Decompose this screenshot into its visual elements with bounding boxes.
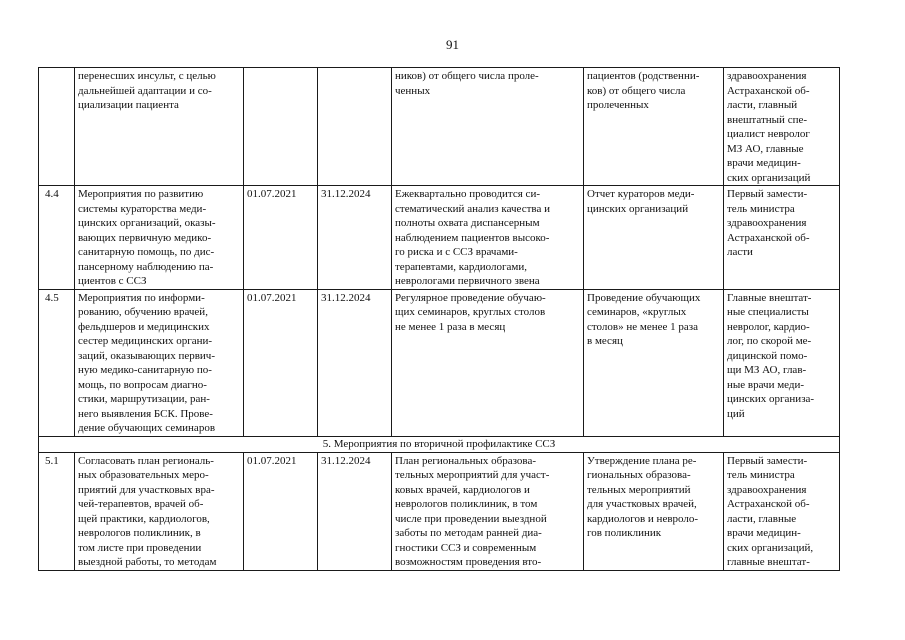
start-date-cell: 01.07.2021 bbox=[244, 186, 318, 290]
responsible-cell: Первый замести- тель министра здравоохранения Астраханской об- ласти, главные врачи медицин- ских организаций, главные внештат- bbox=[724, 452, 840, 570]
indicator-cell: Регулярное проведение обучаю- щих семинаров, круглых столов не менее 1 раза в месяц bbox=[392, 289, 584, 436]
event-cell: Мероприятия по информи- рованию, обучению врачей, фельдшеров и медицинских сестер медицинских органи- заций, оказывающих первич- ную медико-санитарную по- мощь, по вопросам диагно- стики, маршрутизации, ран- него выявления БСК. Прове- дение обучающих семинаров bbox=[75, 289, 244, 436]
end-date-cell: 31.12.2024 bbox=[318, 289, 392, 436]
table-row bbox=[39, 68, 840, 186]
result-cell: Проведение обучающих семинаров, «круглых столов» не менее 1 раза в месяц bbox=[584, 289, 724, 436]
result-cell: пациентов (родственни- ков) от общего числа пролеченных bbox=[584, 68, 724, 186]
page-number: 91 bbox=[446, 37, 459, 52]
row-number: 4.5 bbox=[39, 289, 75, 436]
row-number: 5.1 bbox=[39, 452, 75, 570]
activities-table bbox=[38, 67, 840, 571]
indicator-cell: План региональных образова- тельных мероприятий для участ- ковых врачей, кардиологов и неврологов поликлиник, в том числе при проведении выездной заботы по методам ранней диа- гностики ССЗ и современным возможностям проведения вто- bbox=[392, 452, 584, 570]
section-title: 5. Мероприятия по вторичной профилактике ССЗ bbox=[39, 436, 840, 452]
indicator-cell: ников) от общего числа проле- ченных bbox=[392, 68, 584, 186]
responsible-cell: Главные внештат- ные специалисты невролог, кардио- лог, по скорой ме- дицинской помо- щи МЗ АО, глав- ные врачи меди- цинских организа- ций bbox=[724, 289, 840, 436]
row-number bbox=[39, 68, 75, 186]
start-date-cell bbox=[244, 68, 318, 186]
row-number: 4.4 bbox=[39, 186, 75, 290]
indicator-cell: Ежеквартально проводится си- стематический анализ качества и полноты охвата диспансерным наблюдением пациентов высоко- го риска и с ССЗ врачами- терапевтами, кардиологами, неврологами первичного звена bbox=[392, 186, 584, 290]
start-date-cell: 01.07.2021 bbox=[244, 452, 318, 570]
result-cell: Отчет кураторов меди- цинских организаций bbox=[584, 186, 724, 290]
end-date-cell bbox=[318, 68, 392, 186]
table-row bbox=[39, 452, 840, 570]
end-date-cell: 31.12.2024 bbox=[318, 452, 392, 570]
table-row bbox=[39, 289, 840, 436]
end-date-cell: 31.12.2024 bbox=[318, 186, 392, 290]
table-row bbox=[39, 186, 840, 290]
responsible-cell: здравоохранения Астраханской об- ласти, главный внештатный спе- циалист невролог МЗ АО, главные врачи медицин- ских организаций bbox=[724, 68, 840, 186]
result-cell: Утверждение плана ре- гиональных образова- тельных мероприятий для участковых врачей, кардиологов и невроло- гов поликлиник bbox=[584, 452, 724, 570]
event-cell: перенесших инсульт, с целью дальнейшей адаптации и со- циализации пациента bbox=[75, 68, 244, 186]
start-date-cell: 01.07.2021 bbox=[244, 289, 318, 436]
event-cell: Согласовать план региональ- ных образовательных меро- приятий для участковых вра- чей-терапевтов, врачей об- щей практики, кардиологов, неврологов поликлиник, в том листе при проведении выездной работы, то методам bbox=[75, 452, 244, 570]
responsible-cell: Первый замести- тель министра здравоохранения Астраханской об- ласти bbox=[724, 186, 840, 290]
event-cell: Мероприятия по развитию системы кураторства меди- цинских организаций, оказы- вающих первичную медико- санитарную помощь, по дис- пансерному наблюдению па- циентов с ССЗ bbox=[75, 186, 244, 290]
section-heading-row bbox=[39, 436, 840, 452]
